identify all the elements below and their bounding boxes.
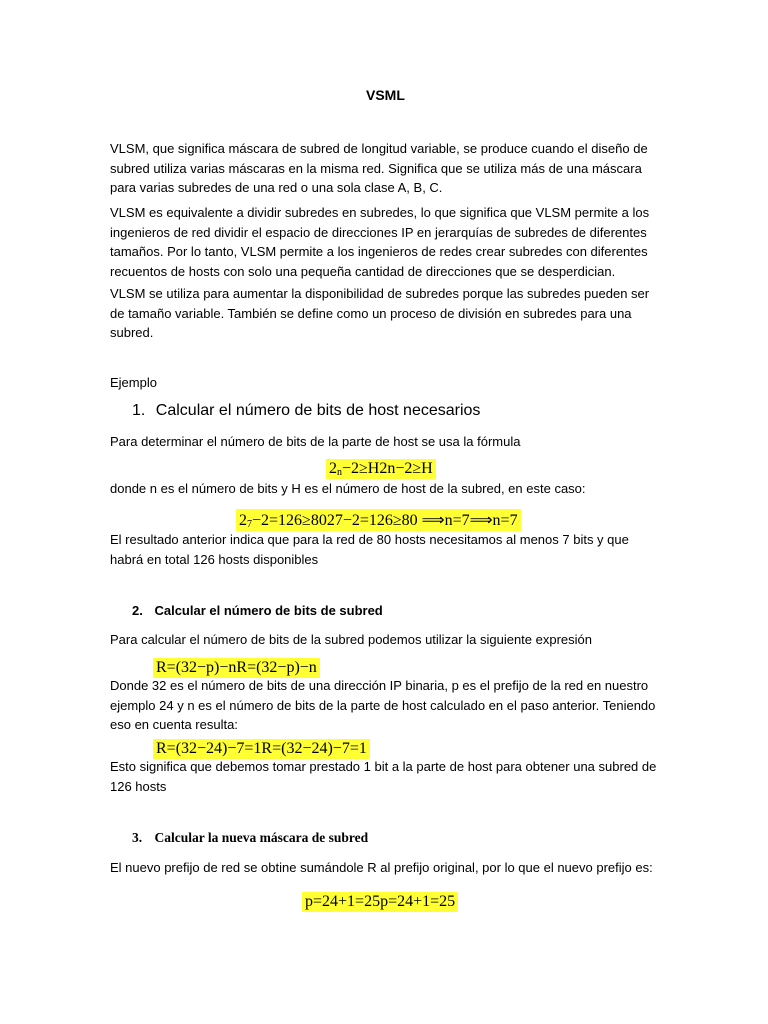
step-3-title: Calcular la nueva máscara de subred bbox=[154, 830, 369, 845]
step-3-heading bbox=[132, 830, 368, 846]
step-2-intro: Para calcular el número de bits de la subred podemos utilizar la siguiente expresión bbox=[110, 632, 592, 647]
step-1-formula-2 bbox=[236, 509, 521, 531]
step-3-formula-1: p=24+1=25p=24+1=25 bbox=[302, 892, 458, 912]
formula-rest: −2≥H2n−2≥H bbox=[342, 460, 433, 477]
step-1-formula-1 bbox=[326, 459, 436, 479]
step-1-explain: donde n es el número de bits y H es el número de host de la subred, en este caso: bbox=[110, 481, 586, 496]
step-2-heading bbox=[132, 603, 383, 618]
formula-base: 2 bbox=[329, 460, 337, 477]
step-2-explain: Donde 32 es el número de bits de una dirección IP binaria, p es el prefijo de la red en nuestro ejemplo 24 y n es el número de bits de la parte de host calculado en el paso anterior. Teniendo eso en cuenta resulta: bbox=[110, 678, 656, 732]
formula-exponent: 7 bbox=[247, 519, 252, 530]
step-2-formula-2: R=(32−24)−7=1R=(32−24)−7=1 bbox=[153, 739, 370, 759]
formula-exponent: n bbox=[337, 467, 342, 478]
example-label: Ejemplo bbox=[110, 375, 157, 390]
step-2-formula-1: R=(32−p)−nR=(32−p)−n bbox=[153, 658, 320, 678]
intro-paragraph-1: VLSM, que significa máscara de subred de longitud variable, se produce cuando el diseño de subred utiliza varias máscaras en la misma red. Significa que se utiliza más de una máscara para varias subredes de una red o una sola clase A, B, C. bbox=[110, 141, 648, 195]
intro-paragraph-3: VLSM se utiliza para aumentar la disponibilidad de subredes porque las subredes pueden ser de tamaño variable. También se define como un proceso de división en subredes para una subred. bbox=[110, 286, 650, 340]
step-1-intro: Para determinar el número de bits de la parte de host se usa la fórmula bbox=[110, 434, 521, 449]
step-1-number: 1. bbox=[132, 402, 146, 419]
step-2-number: 2. bbox=[132, 603, 143, 618]
step-3-number: 3. bbox=[132, 830, 143, 845]
intro-paragraph-2: VLSM es equivalente a dividir subredes en subredes, lo que significa que VLSM permite a los ingenieros de red dividir el espacio de direcciones IP en jerarquías de subredes de diferentes tamaños. Por lo tanto, VLSM permite a los ingenieros de redes crear subredes con diferentes recuentos de hosts con solo una pequeña cantidad de direcciones que se desperdician. bbox=[110, 205, 650, 279]
formula-rest: −2=126≥8027−2=126≥80 ⟹n=7⟹n=7 bbox=[252, 512, 518, 529]
document-title: VSML bbox=[366, 87, 405, 103]
step-2-result: Esto significa que debemos tomar prestado 1 bit a la parte de host para obtener una subred de 126 hosts bbox=[110, 759, 657, 794]
formula-base: 2 bbox=[239, 512, 247, 529]
step-1-title: Calcular el número de bits de host necesarios bbox=[155, 402, 481, 419]
step-1-result: El resultado anterior indica que para la red de 80 hosts necesitamos al menos 7 bits y que habrá en total 126 hosts disponibles bbox=[110, 532, 629, 567]
step-1-heading bbox=[132, 402, 480, 420]
step-3-intro: El nuevo prefijo de red se obtine sumándole R al prefijo original, por lo que el nuevo prefijo es: bbox=[110, 860, 653, 875]
step-2-title: Calcular el número de bits de subred bbox=[154, 603, 383, 618]
